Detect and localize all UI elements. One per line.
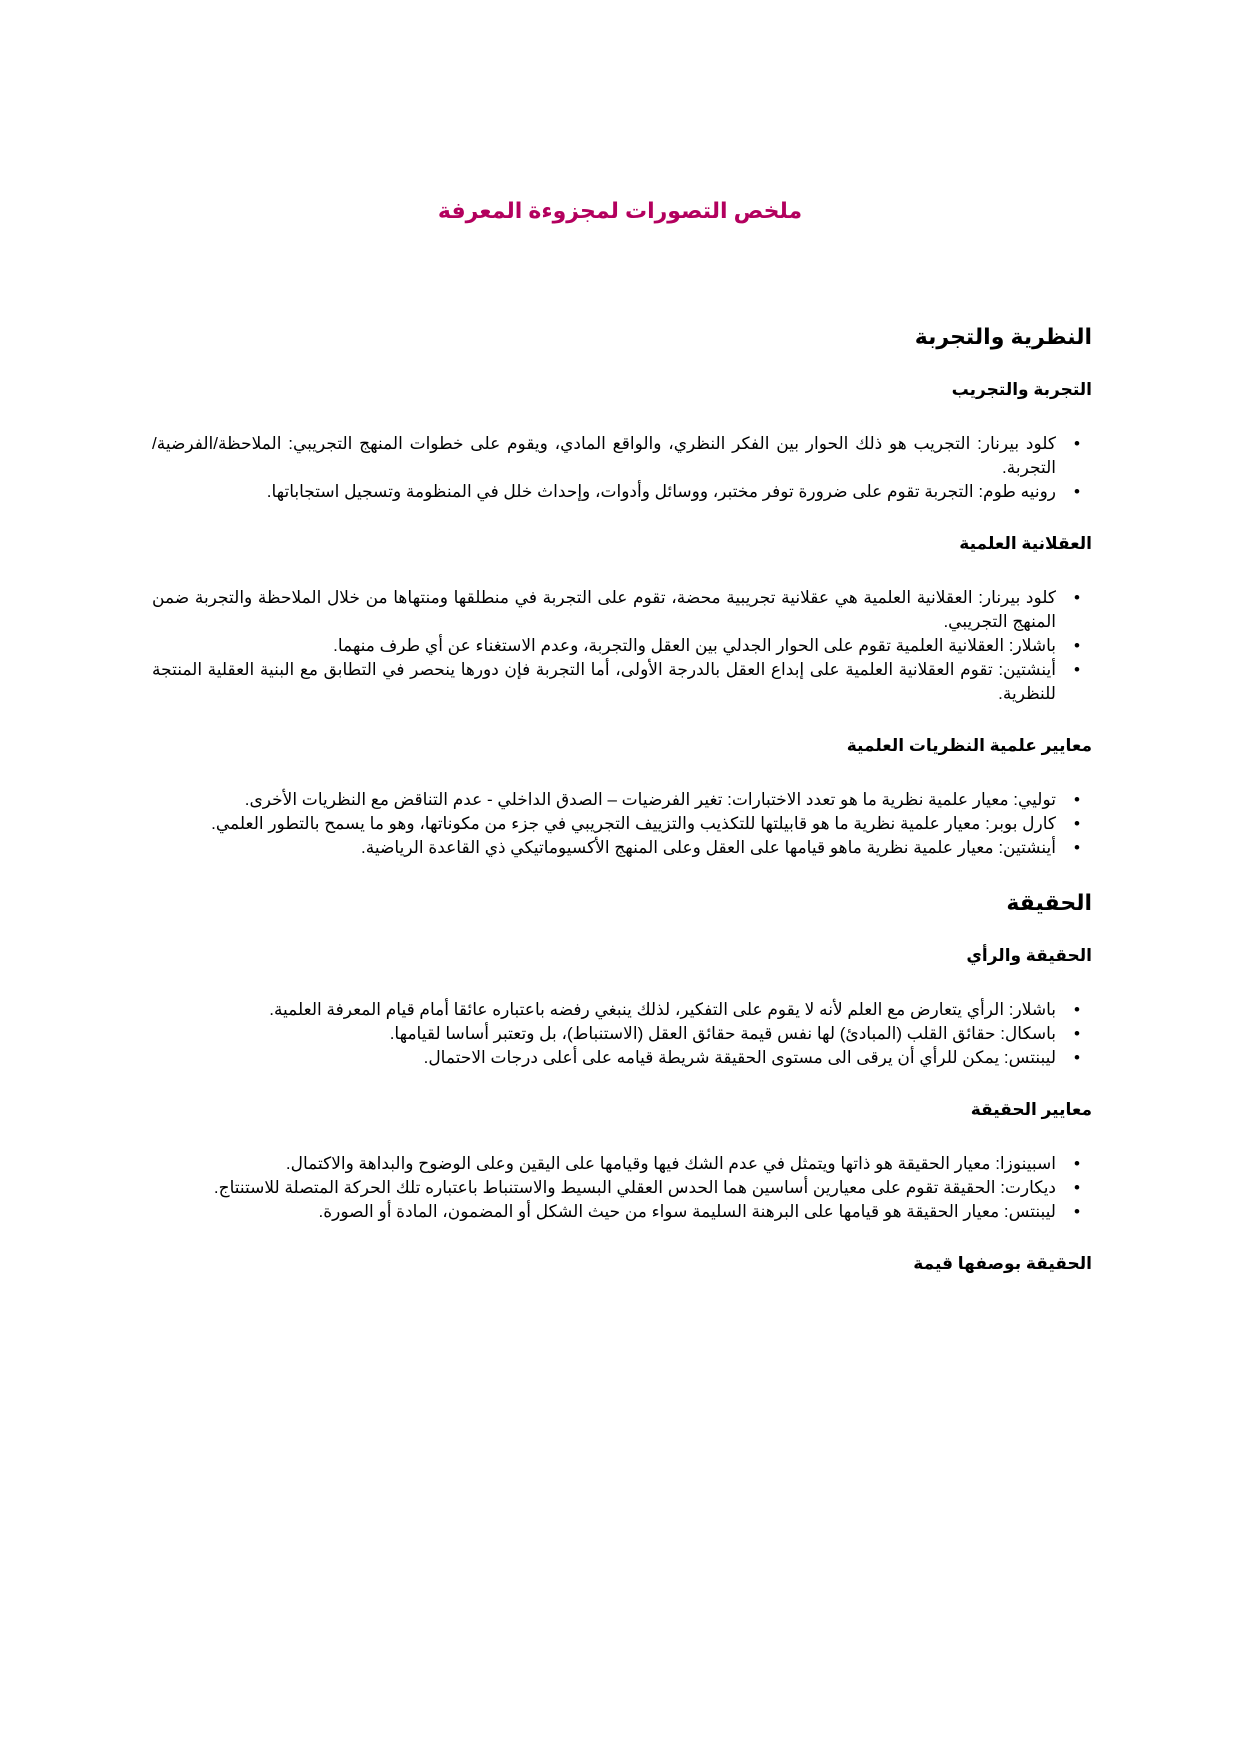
subsection-heading-scientific-rationality: العقلانية العلمية	[959, 534, 1092, 553]
bullet-icon: •	[1074, 588, 1080, 607]
bullet-icon: •	[1074, 660, 1080, 679]
list-item: • ليبنتس: يمكن للرأي أن يرقى الى مستوى الحقيقة شريطة قيامه على أعلى درجات الاحتمال.	[152, 1046, 1056, 1070]
bullet-icon: •	[1074, 482, 1080, 501]
list-item: • باشلار: الرأي يتعارض مع العلم لأنه لا يقوم على التفكير، لذلك ينبغي رفضه باعتباره عائقا أمام قيام المعرفة العلمية.	[152, 998, 1056, 1022]
section-heading-truth: الحقيقة	[1006, 890, 1092, 915]
subsection-heading-scientific-criteria: معايير علمية النظريات العلمية	[846, 736, 1092, 755]
list-item: • ديكارت: الحقيقة تقوم على معيارين أساسين هما الحدس العقلي البسيط والاستنباط باعتباره تلك الحركة المتصلة للاستنتاج.	[152, 1176, 1056, 1200]
list-item: • باسكال: حقائق القلب (المبادئ) لها نفس قيمة حقائق العقل (الاستنباط)، بل وتعتبر أساسا لقيامها.	[152, 1022, 1056, 1046]
bullet-icon: •	[1074, 1024, 1080, 1043]
subsection-heading-truth-as-value: الحقيقة بوصفها قيمة	[913, 1254, 1092, 1273]
list-item: • ليبنتس: معيار الحقيقة هو قيامها على البرهنة السليمة سواء من حيث الشكل أو المضمون، المادة أو الصورة.	[152, 1200, 1056, 1224]
list-item: • توليي: معيار علمية نظرية ما هو تعدد الاختبارات: تغير الفرضيات – الصدق الداخلي - عدم التناقض مع النظريات الأخرى.	[152, 788, 1056, 812]
bullet-icon: •	[1074, 636, 1080, 655]
list-item: • أينشتين: تقوم العقلانية العلمية على إبداع العقل بالدرجة الأولى، أما التجربة فإن دورها ينحصر في التطابق مع البنية العقلية المنتجة للنظرية.	[152, 658, 1056, 706]
bullet-icon: •	[1074, 814, 1080, 833]
bullet-icon: •	[1074, 1154, 1080, 1173]
list-item: • أينشتين: معيار علمية نظرية ماهو قيامها على العقل وعلى المنهج الأكسيوماتيكي ذي القاعدة الرياضية.	[152, 836, 1056, 860]
list-item: • كلود بيرنار: العقلانية العلمية هي عقلانية تجريبية محضة، تقوم على التجربة في منطلقها ومنتهاها من خلال الملاحظة والتجربة ضمن المنهج التجريبي.	[152, 586, 1056, 634]
subsection-heading-truth-criteria: معايير الحقيقة	[970, 1100, 1092, 1119]
document-body	[152, 322, 1092, 1306]
section-heading-theory-experiment: النظرية والتجربة	[914, 324, 1092, 349]
bullet-list	[152, 998, 1092, 1070]
bullet-icon: •	[1074, 1048, 1080, 1067]
bullet-icon: •	[1074, 838, 1080, 857]
list-item: • كلود بيرنار: التجريب هو ذلك الحوار بين الفكر النظري، والواقع المادي، ويقوم على خطوات المنهج التجريبي: الملاحظة/الفرضية/التجربة.	[152, 432, 1056, 480]
bullet-icon: •	[1074, 1202, 1080, 1221]
bullet-icon: •	[1074, 1178, 1080, 1197]
bullet-icon: •	[1074, 434, 1080, 453]
list-item: • اسبينوزا: معيار الحقيقة هو ذاتها ويتمثل في عدم الشك فيها وقيامها على اليقين وعلى الوضوح والبداهة والاكتمال.	[152, 1152, 1056, 1176]
bullet-list	[152, 586, 1092, 706]
list-item: • رونيه طوم: التجربة تقوم على ضرورة توفر مختبر، ووسائل وأدوات، وإحداث خلل في المنظومة وتسجيل استجاباتها.	[152, 480, 1056, 504]
list-item: • كارل بوبر: معيار علمية نظرية ما هو قابيلتها للتكذيب والتزييف التجريبي في جزء من مكوناتها، وهو ما يسمح بالتطور العلمي.	[152, 812, 1056, 836]
bullet-icon: •	[1074, 790, 1080, 809]
list-item: • باشلار: العقلانية العلمية تقوم على الحوار الجدلي بين العقل والتجربة، وعدم الاستغناء عن أي طرف منهما.	[152, 634, 1056, 658]
subsection-heading-experiment: التجربة والتجريب	[951, 380, 1092, 399]
bullet-list	[152, 788, 1092, 860]
bullet-list	[152, 1152, 1092, 1224]
bullet-list	[152, 432, 1092, 504]
subsection-heading-truth-opinion: الحقيقة والرأي	[966, 946, 1092, 965]
document-title: ملخص التصورات لمجزوءة المعرفة	[437, 198, 803, 223]
bullet-icon: •	[1074, 1000, 1080, 1019]
